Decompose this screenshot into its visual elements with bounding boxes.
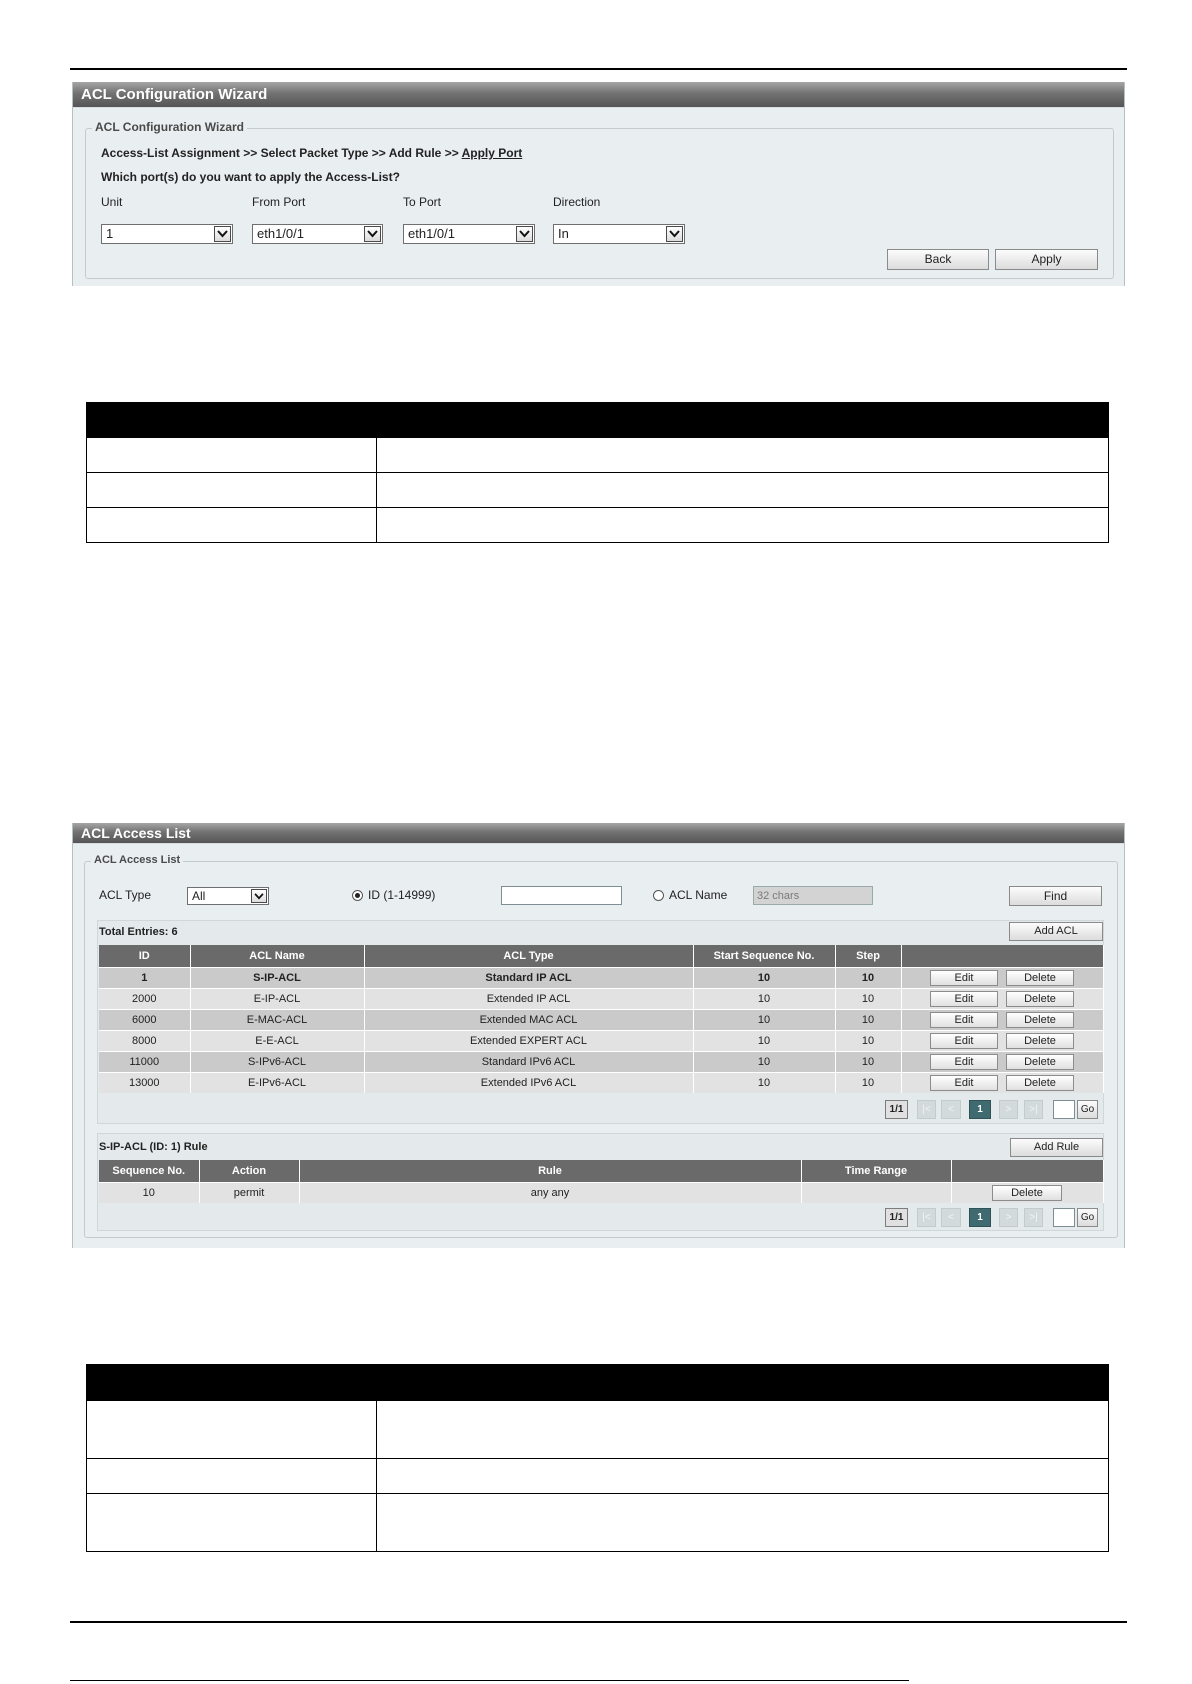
table-cell xyxy=(377,508,1109,543)
cell-acl-type: Extended MAC ACL xyxy=(364,1010,693,1031)
chevron-down-icon[interactable] xyxy=(666,226,683,242)
acl-name-radio-label: ACL Name xyxy=(669,888,728,902)
back-button[interactable]: Back xyxy=(887,249,989,270)
acl-type-select[interactable] xyxy=(187,887,269,905)
edit-button[interactable]: Edit xyxy=(930,1012,998,1028)
to-port-select-value: eth1/0/1 xyxy=(408,226,455,241)
prev-page-button[interactable]: < xyxy=(941,1208,961,1227)
panel-title: ACL Access List xyxy=(73,823,1124,844)
direction-select-value: In xyxy=(558,226,569,241)
delete-button[interactable]: Delete xyxy=(1006,1075,1074,1091)
from-port-select-value: eth1/0/1 xyxy=(257,226,304,241)
first-page-button[interactable]: |< xyxy=(917,1100,936,1119)
cell-start-sequence: 10 xyxy=(693,989,835,1010)
page-number-input[interactable] xyxy=(1053,1100,1075,1119)
cell-start-sequence: 10 xyxy=(693,968,835,989)
cell-actions xyxy=(901,968,1103,989)
panel-title: ACL Configuration Wizard xyxy=(73,82,1124,108)
cell-id: 13000 xyxy=(99,1073,190,1094)
edit-button[interactable]: Edit xyxy=(930,1033,998,1049)
cell-step: 10 xyxy=(835,968,901,989)
acl-table xyxy=(99,945,1104,1093)
id-radio[interactable] xyxy=(352,890,363,901)
cell-acl-type: Standard IPv6 ACL xyxy=(364,1052,693,1073)
to-port-select[interactable] xyxy=(403,224,535,244)
column-header-actions xyxy=(951,1160,1103,1183)
cell-id: 8000 xyxy=(99,1031,190,1052)
table-cell xyxy=(87,1459,377,1494)
cell-rule: any any xyxy=(299,1183,801,1204)
current-page[interactable]: 1 xyxy=(969,1208,991,1227)
direction-select[interactable] xyxy=(553,224,685,244)
table-cell xyxy=(377,1494,1109,1552)
cell-actions xyxy=(901,1010,1103,1031)
table-header-row xyxy=(99,1160,1103,1183)
column-header-action: Action xyxy=(199,1160,299,1183)
cell-actions xyxy=(901,1052,1103,1073)
current-page[interactable]: 1 xyxy=(969,1100,991,1119)
chevron-down-icon[interactable] xyxy=(214,226,231,242)
rule-table xyxy=(99,1160,1104,1203)
edit-button[interactable]: Edit xyxy=(930,970,998,986)
page-number-input[interactable] xyxy=(1053,1208,1075,1227)
from-port-label: From Port xyxy=(252,195,306,209)
page-info: 1/1 xyxy=(885,1208,908,1227)
column-header-sequence-no: Sequence No. xyxy=(99,1160,199,1183)
cell-step: 10 xyxy=(835,989,901,1010)
cell-acl-name: E-IPv6-ACL xyxy=(190,1073,364,1094)
go-button[interactable]: Go xyxy=(1077,1208,1098,1227)
table-cell xyxy=(87,508,377,543)
cell-acl-type: Extended IP ACL xyxy=(364,989,693,1010)
find-button[interactable]: Find xyxy=(1009,886,1102,906)
cell-start-sequence: 10 xyxy=(693,1031,835,1052)
page-bottom-rule xyxy=(70,1621,1127,1623)
column-header-rule: Rule xyxy=(299,1160,801,1183)
cell-acl-name: E-IP-ACL xyxy=(190,989,364,1010)
cell-acl-type: Standard IP ACL xyxy=(364,968,693,989)
unit-label: Unit xyxy=(101,195,123,209)
cell-id: 2000 xyxy=(99,989,190,1010)
from-port-select[interactable] xyxy=(252,224,383,244)
rule-section-title: S-IP-ACL (ID: 1) Rule xyxy=(99,1141,208,1153)
acl-id-input[interactable] xyxy=(501,886,622,905)
column-header-id: ID xyxy=(99,945,190,968)
breadcrumb xyxy=(101,146,522,160)
footer-rule xyxy=(70,1680,909,1681)
column-header-time-range: Time Range xyxy=(801,1160,951,1183)
acl-name-input[interactable] xyxy=(753,886,873,905)
cell-action: permit xyxy=(199,1183,299,1204)
id-radio-label: ID (1-14999) xyxy=(368,888,436,902)
prev-page-button[interactable]: < xyxy=(941,1100,961,1119)
table-row[interactable] xyxy=(99,968,1103,989)
edit-button[interactable]: Edit xyxy=(930,1054,998,1070)
cell-id: 6000 xyxy=(99,1010,190,1031)
last-page-button[interactable]: >| xyxy=(1024,1100,1043,1119)
delete-button[interactable]: Delete xyxy=(1006,970,1074,986)
acl-configuration-wizard-panel xyxy=(72,82,1125,286)
unit-select[interactable] xyxy=(101,224,233,244)
cell-step: 10 xyxy=(835,1052,901,1073)
table-row[interactable] xyxy=(99,1183,1103,1204)
cell-acl-name: E-E-ACL xyxy=(190,1031,364,1052)
cell-step: 10 xyxy=(835,1031,901,1052)
table-cell xyxy=(87,473,377,508)
table-cell xyxy=(377,1459,1109,1494)
chevron-down-icon[interactable] xyxy=(364,226,381,242)
cell-step: 10 xyxy=(835,1010,901,1031)
wizard-question: Which port(s) do you want to apply the Access-List? xyxy=(101,170,400,184)
cell-acl-name: E-MAC-ACL xyxy=(190,1010,364,1031)
chevron-down-icon[interactable] xyxy=(516,226,533,242)
go-button[interactable]: Go xyxy=(1077,1100,1098,1119)
cell-actions xyxy=(951,1183,1103,1204)
to-port-label: To Port xyxy=(403,195,442,209)
column-header-actions xyxy=(901,945,1103,968)
total-entries: Total Entries: 6 xyxy=(99,926,178,938)
table-cell xyxy=(377,1401,1109,1459)
breadcrumb-current-step: Apply Port xyxy=(461,146,523,160)
table-row[interactable] xyxy=(99,1031,1103,1052)
direction-label: Direction xyxy=(553,195,601,209)
table-header-cell xyxy=(377,403,1109,438)
last-page-button[interactable]: >| xyxy=(1024,1208,1043,1227)
cell-acl-type: Extended EXPERT ACL xyxy=(364,1031,693,1052)
table-cell xyxy=(87,1494,377,1552)
acl-type-label: ACL Type xyxy=(99,888,152,902)
edit-button[interactable]: Edit xyxy=(930,1075,998,1091)
edit-button[interactable]: Edit xyxy=(930,991,998,1007)
table-cell xyxy=(87,438,377,473)
table-row[interactable] xyxy=(99,1052,1103,1073)
next-page-button[interactable]: > xyxy=(999,1208,1018,1227)
acl-name-radio[interactable] xyxy=(653,890,664,901)
table-header-cell xyxy=(377,1365,1109,1401)
column-header-start-sequence: Start Sequence No. xyxy=(693,945,835,968)
delete-button[interactable]: Delete xyxy=(992,1185,1062,1201)
cell-time-range xyxy=(801,1183,951,1204)
table-header-row xyxy=(99,945,1103,968)
parameter-table xyxy=(86,402,1109,543)
fieldset-legend: ACL Access List xyxy=(91,854,183,866)
table-cell xyxy=(377,473,1109,508)
apply-button[interactable]: Apply xyxy=(995,249,1098,270)
page-top-rule xyxy=(70,68,1127,70)
cell-start-sequence: 10 xyxy=(693,1010,835,1031)
breadcrumb-steps: Access-List Assignment >> Select Packet Type >> Add Rule >> xyxy=(101,146,462,160)
cell-acl-type: Extended IPv6 ACL xyxy=(364,1073,693,1094)
cell-actions xyxy=(901,1073,1103,1094)
table-cell xyxy=(377,438,1109,473)
cell-acl-name: S-IPv6-ACL xyxy=(190,1052,364,1073)
cell-sequence-no: 10 xyxy=(99,1183,199,1204)
cell-acl-name: S-IP-ACL xyxy=(190,968,364,989)
acl-access-list-panel xyxy=(72,823,1125,1248)
table-cell xyxy=(87,1401,377,1459)
cell-id: 11000 xyxy=(99,1052,190,1073)
unit-select-value: 1 xyxy=(106,226,114,241)
next-page-button[interactable]: > xyxy=(999,1100,1018,1119)
parameter-table xyxy=(86,1364,1109,1552)
table-row[interactable] xyxy=(99,1010,1103,1031)
cell-start-sequence: 10 xyxy=(693,1052,835,1073)
delete-button[interactable]: Delete xyxy=(1006,991,1074,1007)
add-acl-button[interactable]: Add ACL xyxy=(1009,922,1103,941)
cell-actions xyxy=(901,1031,1103,1052)
table-row[interactable] xyxy=(99,1073,1103,1094)
cell-id: 1 xyxy=(99,968,190,989)
delete-button[interactable]: Delete xyxy=(1006,1012,1074,1028)
chevron-down-icon[interactable] xyxy=(251,889,267,903)
column-header-acl-type: ACL Type xyxy=(364,945,693,968)
column-header-acl-name: ACL Name xyxy=(190,945,364,968)
cell-actions xyxy=(901,989,1103,1010)
first-page-button[interactable]: |< xyxy=(917,1208,936,1227)
add-rule-button[interactable]: Add Rule xyxy=(1010,1138,1103,1157)
cell-start-sequence: 10 xyxy=(693,1073,835,1094)
column-header-step: Step xyxy=(835,945,901,968)
delete-button[interactable]: Delete xyxy=(1006,1054,1074,1070)
page-info: 1/1 xyxy=(885,1100,908,1119)
table-header-cell xyxy=(87,403,377,438)
acl-type-select-value: All xyxy=(192,889,206,903)
delete-button[interactable]: Delete xyxy=(1006,1033,1074,1049)
fieldset-legend: ACL Configuration Wizard xyxy=(92,120,247,134)
table-row[interactable] xyxy=(99,989,1103,1010)
cell-step: 10 xyxy=(835,1073,901,1094)
table-header-cell xyxy=(87,1365,377,1401)
